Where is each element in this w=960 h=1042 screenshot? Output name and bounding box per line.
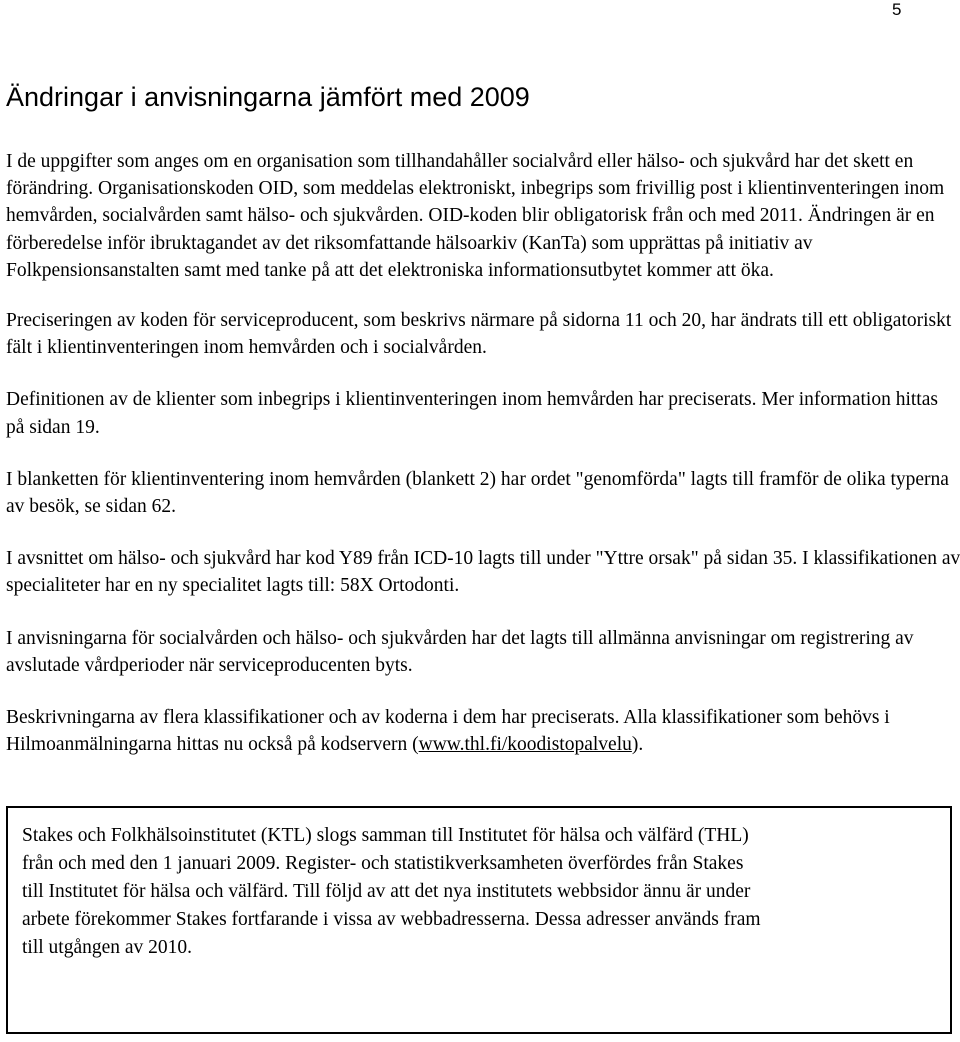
paragraph-service-producent: Preciseringen av koden för serviceproducent, som beskrivs närmare på sidorna 11 och 20, har ändrats till ett obligatoriskt fält i klientinventeringen inom hemvården och i socialvården. — [6, 310, 952, 359]
code-server-link[interactable]: www.thl.fi/koodistopalvelu — [418, 734, 632, 756]
paragraph-client-definition: Definitionen av de klienter som inbegrips i klientinventeringen inom hemvården har preciserats. Mer information hittas på sidan 19. — [6, 389, 938, 438]
classifications-text-end: ). — [631, 734, 644, 756]
paragraph-classifications — [6, 704, 960, 758]
note-text: Stakes och Folkhälsoinstitutet (KTL) slogs samman till Institutet för hälsa och välfärd (THL) från och med den 1 januari 2009. Register- och statistikverksamheten överfördes från Stakes till Institutet för hälsa och välfärd. Till följd av att det nya institutets webbsidor ännu är under arbete förekommer Stakes fortfarande i vissa av webbadresserna. Dessa adresser används fram till utgången av 2010. — [22, 825, 761, 958]
note-box — [6, 806, 952, 1034]
page-title: Ändringar i anvisningarna jämfört med 2009 — [6, 82, 530, 112]
page-number: 5 — [892, 0, 902, 19]
paragraph-care-periods: I anvisningarna för socialvården och hälso- och sjukvården har det lagts till allmänna anvisningar om registrering av avslutade vårdperioder när serviceproducenten byts. — [6, 627, 914, 676]
paragraph-icd10-code: I avsnittet om hälso- och sjukvård har kod Y89 från ICD-10 lagts till under "Yttre orsak" på sidan 35. I klassifikationen av specialiteter har en ny specialitet lagts till: 58X Ortodonti. — [6, 548, 960, 597]
classifications-text: Beskrivningarna av flera klassifikationer och av koderna i dem har preciserats. Alla klassifikationer som behövs i Hilmoanmälningarna hittas nu också på kodservern ( — [6, 707, 890, 756]
body-text — [6, 148, 960, 783]
paragraph-oid-change: I de uppgifter som anges om en organisation som tillhandahåller socialvård eller hälso- och sjukvård har det skett en förändring. Organisationskoden OID, som meddelas elektroniskt, inbegrips som frivillig post i klientinventeringen inom hemvården, socialvården samt hälso- och sjukvården. OID-koden blir obligatorisk från och med 2011. Ändringen är en förberedelse inför ibruktagandet av det riksomfattande hälsoarkiv (KanTa) som upprättas på initiativ av Folkpensionsanstalten samt med tanke på att det elektroniska informationsutbytet kommer att öka. — [6, 151, 945, 281]
paragraph-form-change: I blanketten för klientinventering inom hemvården (blankett 2) har ordet "genomförda" lagts till framför de olika typerna av besök, se sidan 62. — [6, 468, 949, 518]
